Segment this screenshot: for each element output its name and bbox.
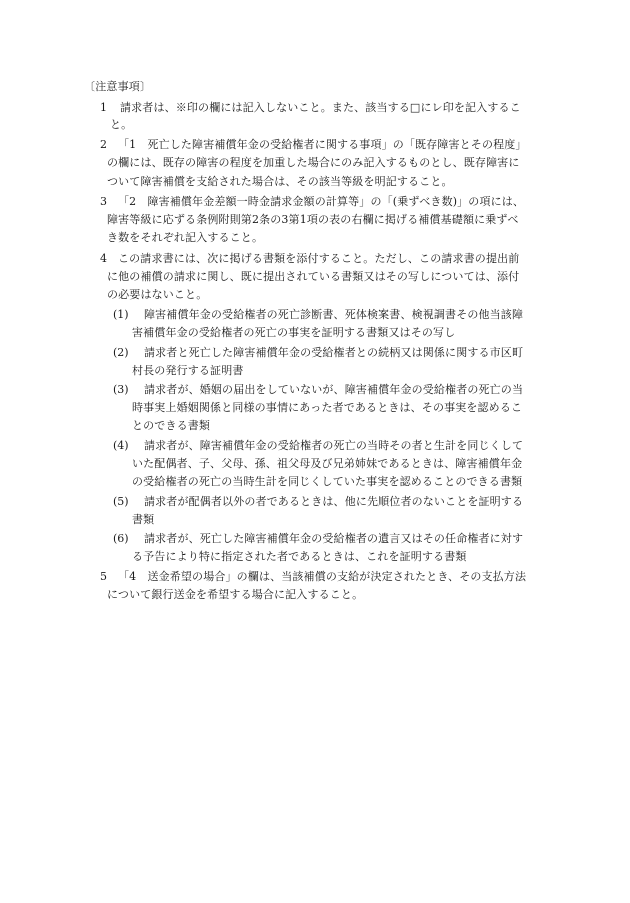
item-text-line: 「1 死亡した障害補償年金の受給権者に関する事項」の「既存障害とその程度」 xyxy=(118,138,527,151)
subitem-number: (1) xyxy=(113,308,129,321)
subitem-text-line: とのできる書類 xyxy=(132,419,211,432)
subitem-number: (3) xyxy=(113,383,129,396)
item-text-line: 「4 送金希望の場合」の欄は、当該補償の支給が決定されたとき、その支払方法 xyxy=(118,570,527,583)
item-text-line: ついて障害補償を支給された場合は、その該当等級を明記すること。 xyxy=(107,175,453,188)
subitem-text-line: 時事実上婚姻関係と同様の事情にあった者であるときは、その事実を認めるこ xyxy=(132,401,523,414)
subitem-text-line: の受給権者の死亡の当時生計を同じくしていた事実を認めることのできる書類 xyxy=(132,475,523,488)
subitem-text-line: 請求者が配偶者以外の者であるときは、他に先順位者のないことを証明する xyxy=(144,495,524,508)
item-number: 3 xyxy=(100,195,107,208)
subitem-text-line: 請求者と死亡した障害補償年金の受給権者との続柄又は関係に関する市区町 xyxy=(144,346,524,359)
item-text-line: き数をそれぞれ記入すること。 xyxy=(107,231,264,244)
item-number: 5 xyxy=(100,570,107,583)
item-text-line: 請求者は、※印の欄には記入しないこと。また、該当する□にレ印を記入するこ xyxy=(120,101,521,114)
subitem-text-line: 障害補償年金の受給権者の死亡診断書、死体検案書、検視調書その他当該障 xyxy=(144,308,524,321)
item-number: 4 xyxy=(100,252,107,265)
item-text-line: について銀行送金を希望する場合に記入すること。 xyxy=(107,588,364,601)
subitem-number: (4) xyxy=(113,439,129,452)
item-number: 2 xyxy=(100,138,107,151)
subitem-text-line: る予告により特に指定された者であるときは、これを証明する書類 xyxy=(132,550,467,563)
subitem-text-line: いた配偶者、子、父母、孫、祖父母及び兄弟姉妹であるときは、障害補償年金 xyxy=(132,457,523,470)
subitem-text-line: 書類 xyxy=(132,513,155,526)
item-text-line: の欄には、既存の障害の程度を加重した場合にのみ記入するものとし、既存障害に xyxy=(107,156,520,169)
subitem-number: (2) xyxy=(113,346,129,359)
item-text-line: この請求書には、次に掲げる書類を添付すること。ただし、この請求書の提出前 xyxy=(118,252,520,265)
subitem-number: (5) xyxy=(113,495,129,508)
subitem-number: (6) xyxy=(113,532,129,545)
subitem-text-line: 害補償年金の受給権者の死亡の事実を証明する書類又はその写し xyxy=(132,326,456,339)
subitem-text-line: 村長の発行する証明書 xyxy=(132,364,244,377)
item-text-line: 障害等級に応ずる条例附則第2条の3第1項の表の右欄に掲げる補償基礎額に乗ずべ xyxy=(107,213,519,226)
subitem-text-line: 請求者が、障害補償年金の受給権者の死亡の当時その者と生計を同じくして xyxy=(144,439,524,452)
item-number: 1 xyxy=(100,101,107,114)
item-text-line: に他の補償の請求に関し、既に提出されている書類又はその写しについては、添付 xyxy=(107,270,520,283)
subitem-text-line: 請求者が、婚姻の届出をしていないが、障害補償年金の受給権者の死亡の当 xyxy=(144,383,524,396)
notes-heading: 〔注意事項〕 xyxy=(84,80,152,93)
subitem-text-line: 請求者が、死亡した障害補償年金の受給権者の遺言又はその任命権者に対す xyxy=(144,532,524,545)
item-text-line: の必要はないこと。 xyxy=(107,288,208,301)
item-text-line: 「2 障害補償年金差額一時金請求金額の計算等」の「(乗ずべき数)」の項には、 xyxy=(118,195,525,208)
item-text-line: と。 xyxy=(110,118,133,131)
